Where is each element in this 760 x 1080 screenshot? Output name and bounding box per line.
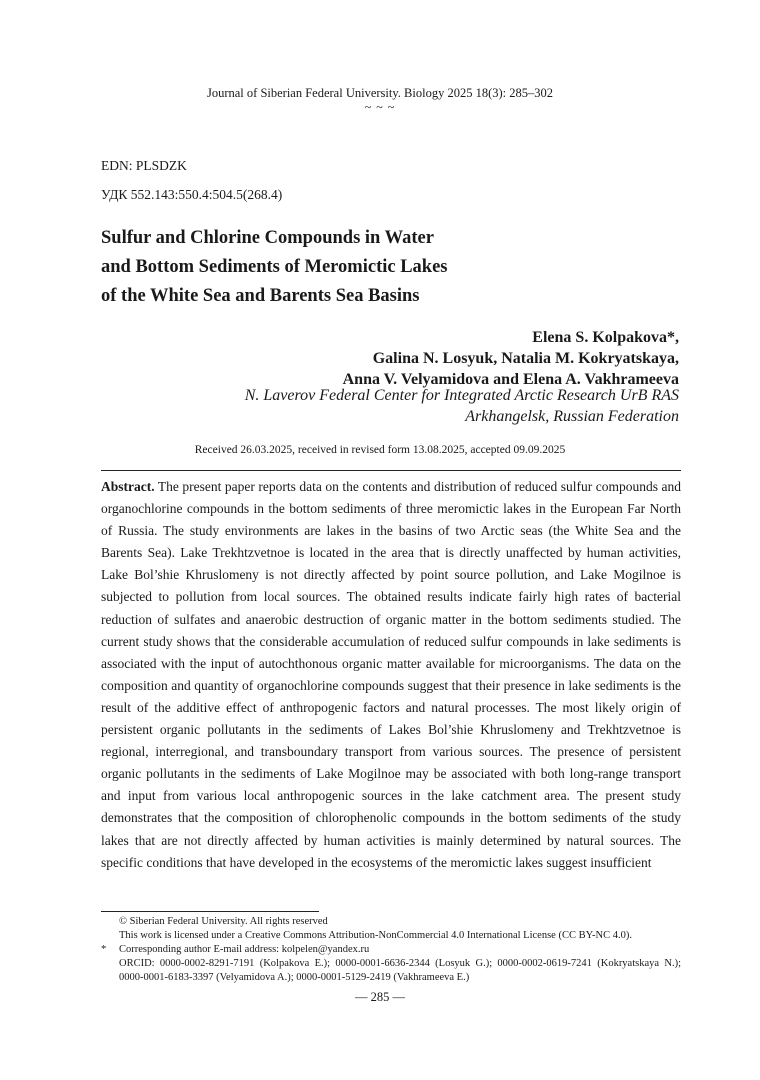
title-line: Sulfur and Chlorine Compounds in Water	[101, 228, 434, 248]
footnotes	[101, 915, 681, 985]
article-title	[101, 224, 561, 311]
journal-citation: Journal of Siberian Federal University. Biology 2025 18(3): 285–302	[206, 86, 553, 100]
affiliation	[119, 385, 679, 427]
received-dates: Received 26.03.2025, received in revised form 13.08.2025, accepted 09.09.2025	[194, 444, 566, 456]
title-line: of the White Sea and Barents Sea Basins	[101, 286, 420, 306]
author-line: Anna V. Velyamidova and Elena A. Vakhrameeva	[342, 371, 679, 388]
footnote-license	[101, 929, 681, 943]
author-line: Elena S. Kolpakova*,	[532, 329, 679, 346]
corresponding-author: Corresponding author E-mail address: kolpelen@yandex.ru	[119, 944, 370, 955]
footnote-copyright	[101, 915, 681, 929]
abstract-label: Abstract.	[101, 479, 155, 494]
author-list	[119, 327, 679, 390]
footnote-orcid	[101, 957, 681, 985]
header-ornament: ~ ~ ~	[364, 100, 396, 114]
affiliation-line: N. Laverov Federal Center for Integrated Arctic Research UrB RAS	[244, 387, 679, 404]
title-line: and Bottom Sediments of Meromictic Lakes	[101, 257, 448, 277]
footnote-corresponding	[101, 943, 681, 957]
affiliation-line: Arkhangelsk, Russian Federation	[465, 408, 679, 425]
asterisk-marker: *	[101, 944, 107, 955]
abstract	[101, 476, 681, 874]
orcid-list: ORCID: 0000-0002-8291-7191 (Kolpakova E.); 0000-0001-6636-2344 (Losyuk G.); 0000-0002-0619-7241 (Kokryatskaya N.); 0000-0001-6183-3397 (Velyamidova A.); 0000-0001-5129-2419 (Vakhrameeva E.)	[119, 958, 681, 983]
footnote-divider	[101, 911, 319, 912]
abstract-text: The present paper reports data on the contents and distribution of reduced sulfur compounds and organochlorine compounds in the bottom sediments of three meromictic lakes in the European Far North of Russia. The study environments are lakes in the basins of two Arctic seas (the White Sea and the Barents Sea). Lake Trekhtzvetnoe is located in the area that is directly unaffected by human activities, Lake Bol’shie Khruslomeny is not directly affected by point source pollution, and Lake Mogilnoe is subjected to pollution from local sources. The obtained results indicate fairly high rates of bacterial reduction of sulfates and anaerobic destruction of organic matter in the bottom sediments studied. The current study shows that the considerable accumulation of reduced sulfur compounds in lake sediments is associated with the input of autochthonous organic matter available for microorganisms. The data on the composition and quantity of organochlorine compounds suggest that their presence in lake sediments is the result of the additive effect of anthropogenic factors and natural processes. The most likely origin of persistent organic pollutants in the sediments of Lakes Bol’shie Khruslomeny and Trekhtzvetnoe is regional, interregional, and transboundary transport from various sources. The presence of persistent organic pollutants in the sediments of Lake Mogilnoe may be associated with both long-range transport and input from various local anthropogenic sources in the lake catchment area. The present study demonstrates that the composition of chlorophenolic compounds in the bottom sediments of the study lakes that are not directly affected by human activities is mainly determined by natural sources. The specific conditions that have developed in the ecosystems of the meromictic lakes suggest insufficient	[101, 479, 681, 870]
page-number: — 285 —	[355, 990, 405, 1004]
edn-code: EDN: PLSDZK	[101, 158, 187, 173]
udk-code: УДК 552.143:550.4:504.5(268.4)	[101, 187, 283, 202]
license-text: This work is licensed under a Creative Commons Attribution-NonCommercial 4.0 International License (CC BY-NC 4.0).	[119, 930, 632, 941]
author-line: Galina N. Losyuk, Natalia M. Kokryatskaya,	[372, 350, 679, 367]
abstract-divider	[101, 470, 681, 471]
copyright-text: © Siberian Federal University. All rights reserved	[119, 916, 328, 927]
